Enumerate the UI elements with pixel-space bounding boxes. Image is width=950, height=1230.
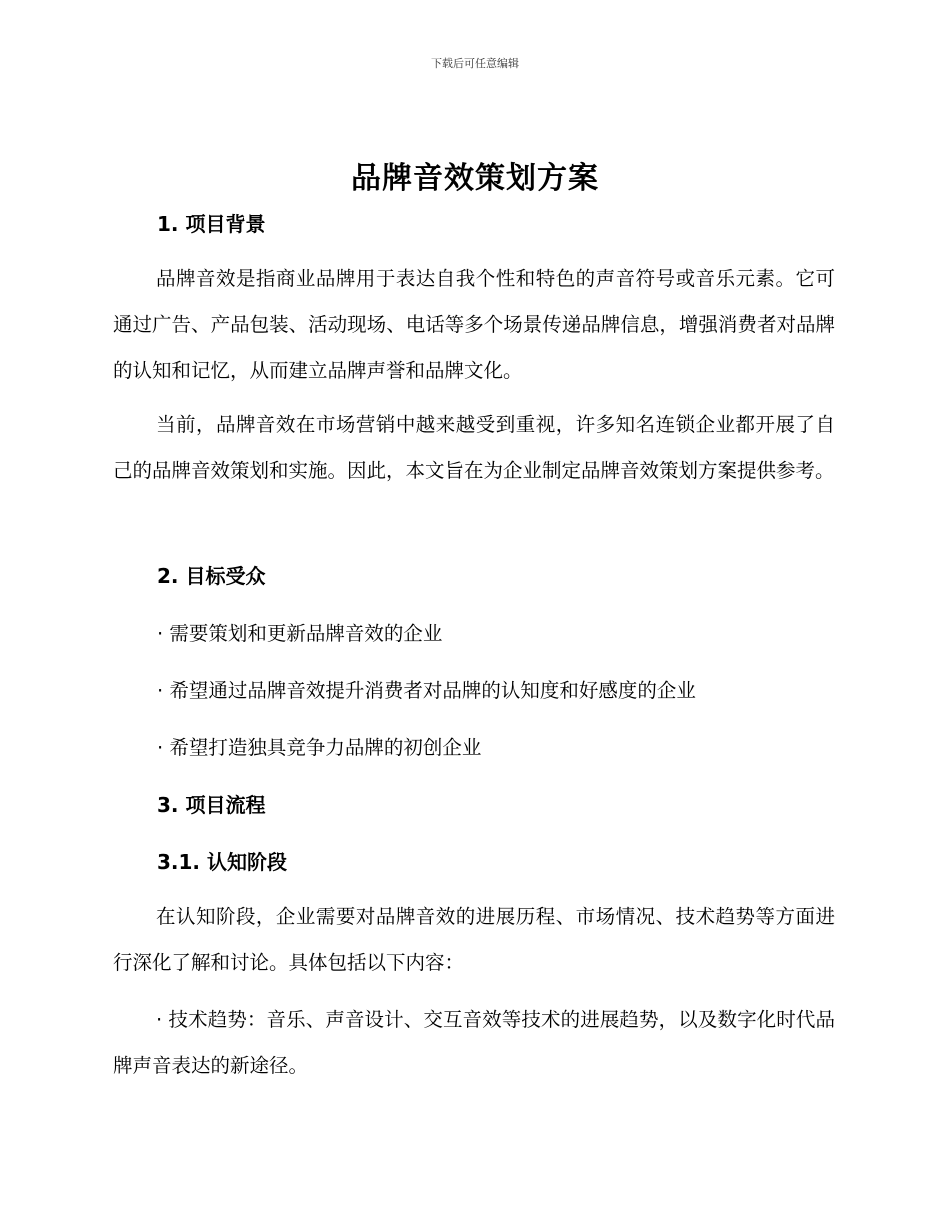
section-heading-process: 3. 项目流程 bbox=[157, 793, 266, 817]
audience-bullet-2: · 希望通过品牌音效提升消费者对品牌的认知度和好感度的企业 bbox=[157, 679, 696, 702]
background-paragraph-1: 品牌音效是指商业品牌用于表达自我个性和特色的声音符号或音乐元素。它可通过广告、产品包装、活动现场、电话等多个场景传递品牌信息，增强消费者对品牌的认知和记忆，从而建立品牌声誉和品牌文化。 bbox=[113, 267, 835, 382]
document-title: 品牌音效策划方案 bbox=[351, 161, 599, 196]
background-paragraph-2: 当前，品牌音效在市场营销中越来越受到重视，许多知名连锁企业都开展了自己的品牌音效策划和实施。因此，本文旨在为企业制定品牌音效策划方案提供参考。 bbox=[113, 413, 835, 482]
subsection-heading-awareness: 3.1. 认知阶段 bbox=[157, 850, 287, 874]
section-heading-background: 1. 项目背景 bbox=[157, 212, 266, 236]
audience-bullet-1: · 需要策划和更新品牌音效的企业 bbox=[157, 622, 443, 645]
awareness-paragraph: 在认知阶段，企业需要对品牌音效的进展历程、市场情况、技术趋势等方面进行深化了解和讨论。具体包括以下内容： bbox=[113, 905, 835, 974]
header-note: 下载后可任意编辑 bbox=[431, 57, 519, 70]
audience-bullet-3: · 希望打造独具竞争力品牌的初创企业 bbox=[157, 736, 482, 759]
awareness-bullet-tech-trends: · 技术趋势：音乐、声音设计、交互音效等技术的进展趋势，以及数字化时代品牌声音表达的新途径。 bbox=[113, 1008, 835, 1077]
section-heading-audience: 2. 目标受众 bbox=[157, 564, 266, 588]
